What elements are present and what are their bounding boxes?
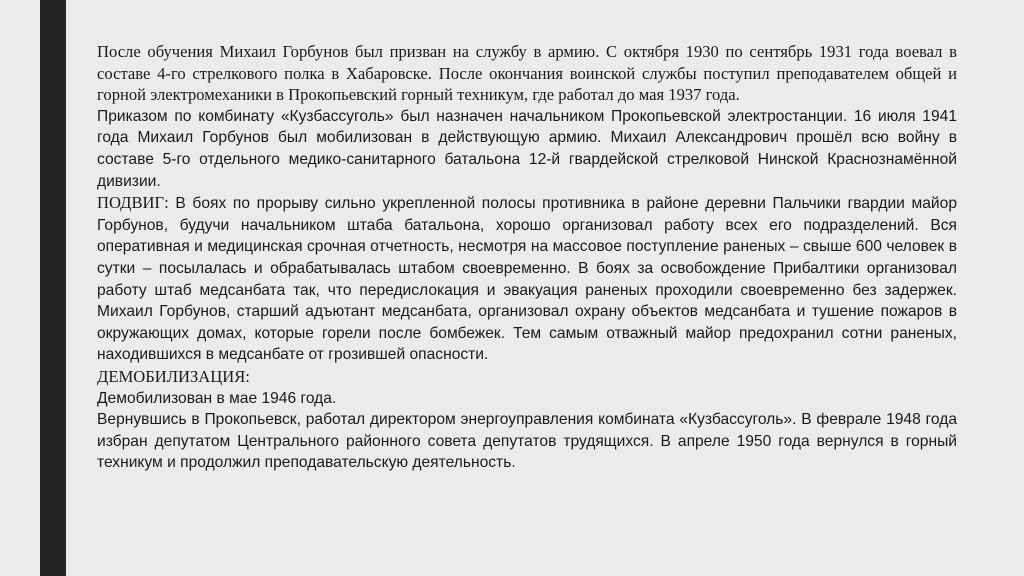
left-accent-bar (40, 0, 66, 576)
feat-label: ПОДВИГ: (97, 193, 169, 213)
paragraph-feat (97, 192, 957, 366)
paragraph-appointment: Приказом по комбинату «Кузбассуголь» был назначен начальником Прокопьевской электростанции. 16 июля 1941 года Михаил Горбунов был мобилизован в действующую армию. Михаил Александрович прошёл всю войну в составе 5-го отдельного медико-санитарного батальона 12-й гвардейской стрелковой Нинской Краснознамённой дивизии. (97, 107, 957, 190)
demobilization-heading: ДЕМОБИЛИЗАЦИЯ: (97, 366, 250, 386)
feat-text: В боях по прорыву сильно укрепленной полосы противника в районе деревни Пальчики гвардии майор Горбунов, будучи начальником штаба батальона, хорошо организовал работу всех его подразделений. Вся оперативная и медицинская срочная отчетность, несмотря на массовое поступление раненых – свыше 600 человек в сутки – посылалась и обрабатывалась штабом своевременно. В боях за освобождение Прибалтики организовал работу штаб медсанбата так, что передислокация и эвакуация раненых проходили своевременно без задержек. Михаил Горбунов, старший адъютант медсанбата, организовал охрану объектов медсанбата и тушение пожаров в окружающих домах, которые горели после бомбежек. Тем самым отважный майор предохранил сотни раненых, находившихся в медсанбате от грозившей опасности. (97, 195, 957, 364)
paragraph-education: После обучения Михаил Горбунов был призван на службу в армию. С октября 1930 по сентябрь 1931 года воевал в составе 4-го стрелкового полка в Хабаровске. После окончания воинской службы поступил преподавателем общей и горной электромеханики в Прокопьевский горный техникум, где работал до мая 1937 года. (97, 42, 957, 105)
slide-content (97, 41, 957, 474)
paragraph-demobilized: Демобилизован в мае 1946 года. (97, 389, 337, 407)
paragraph-after-war: Вернувшись в Прокопьевск, работал директором энергоуправления комбината «Кузбассуголь». В феврале 1948 года избран депутатом Центрального районного совета депутатов трудящихся. В апреле 1950 года вернулся в горный техникум и продолжил преподавательскую деятельность. (97, 411, 957, 472)
